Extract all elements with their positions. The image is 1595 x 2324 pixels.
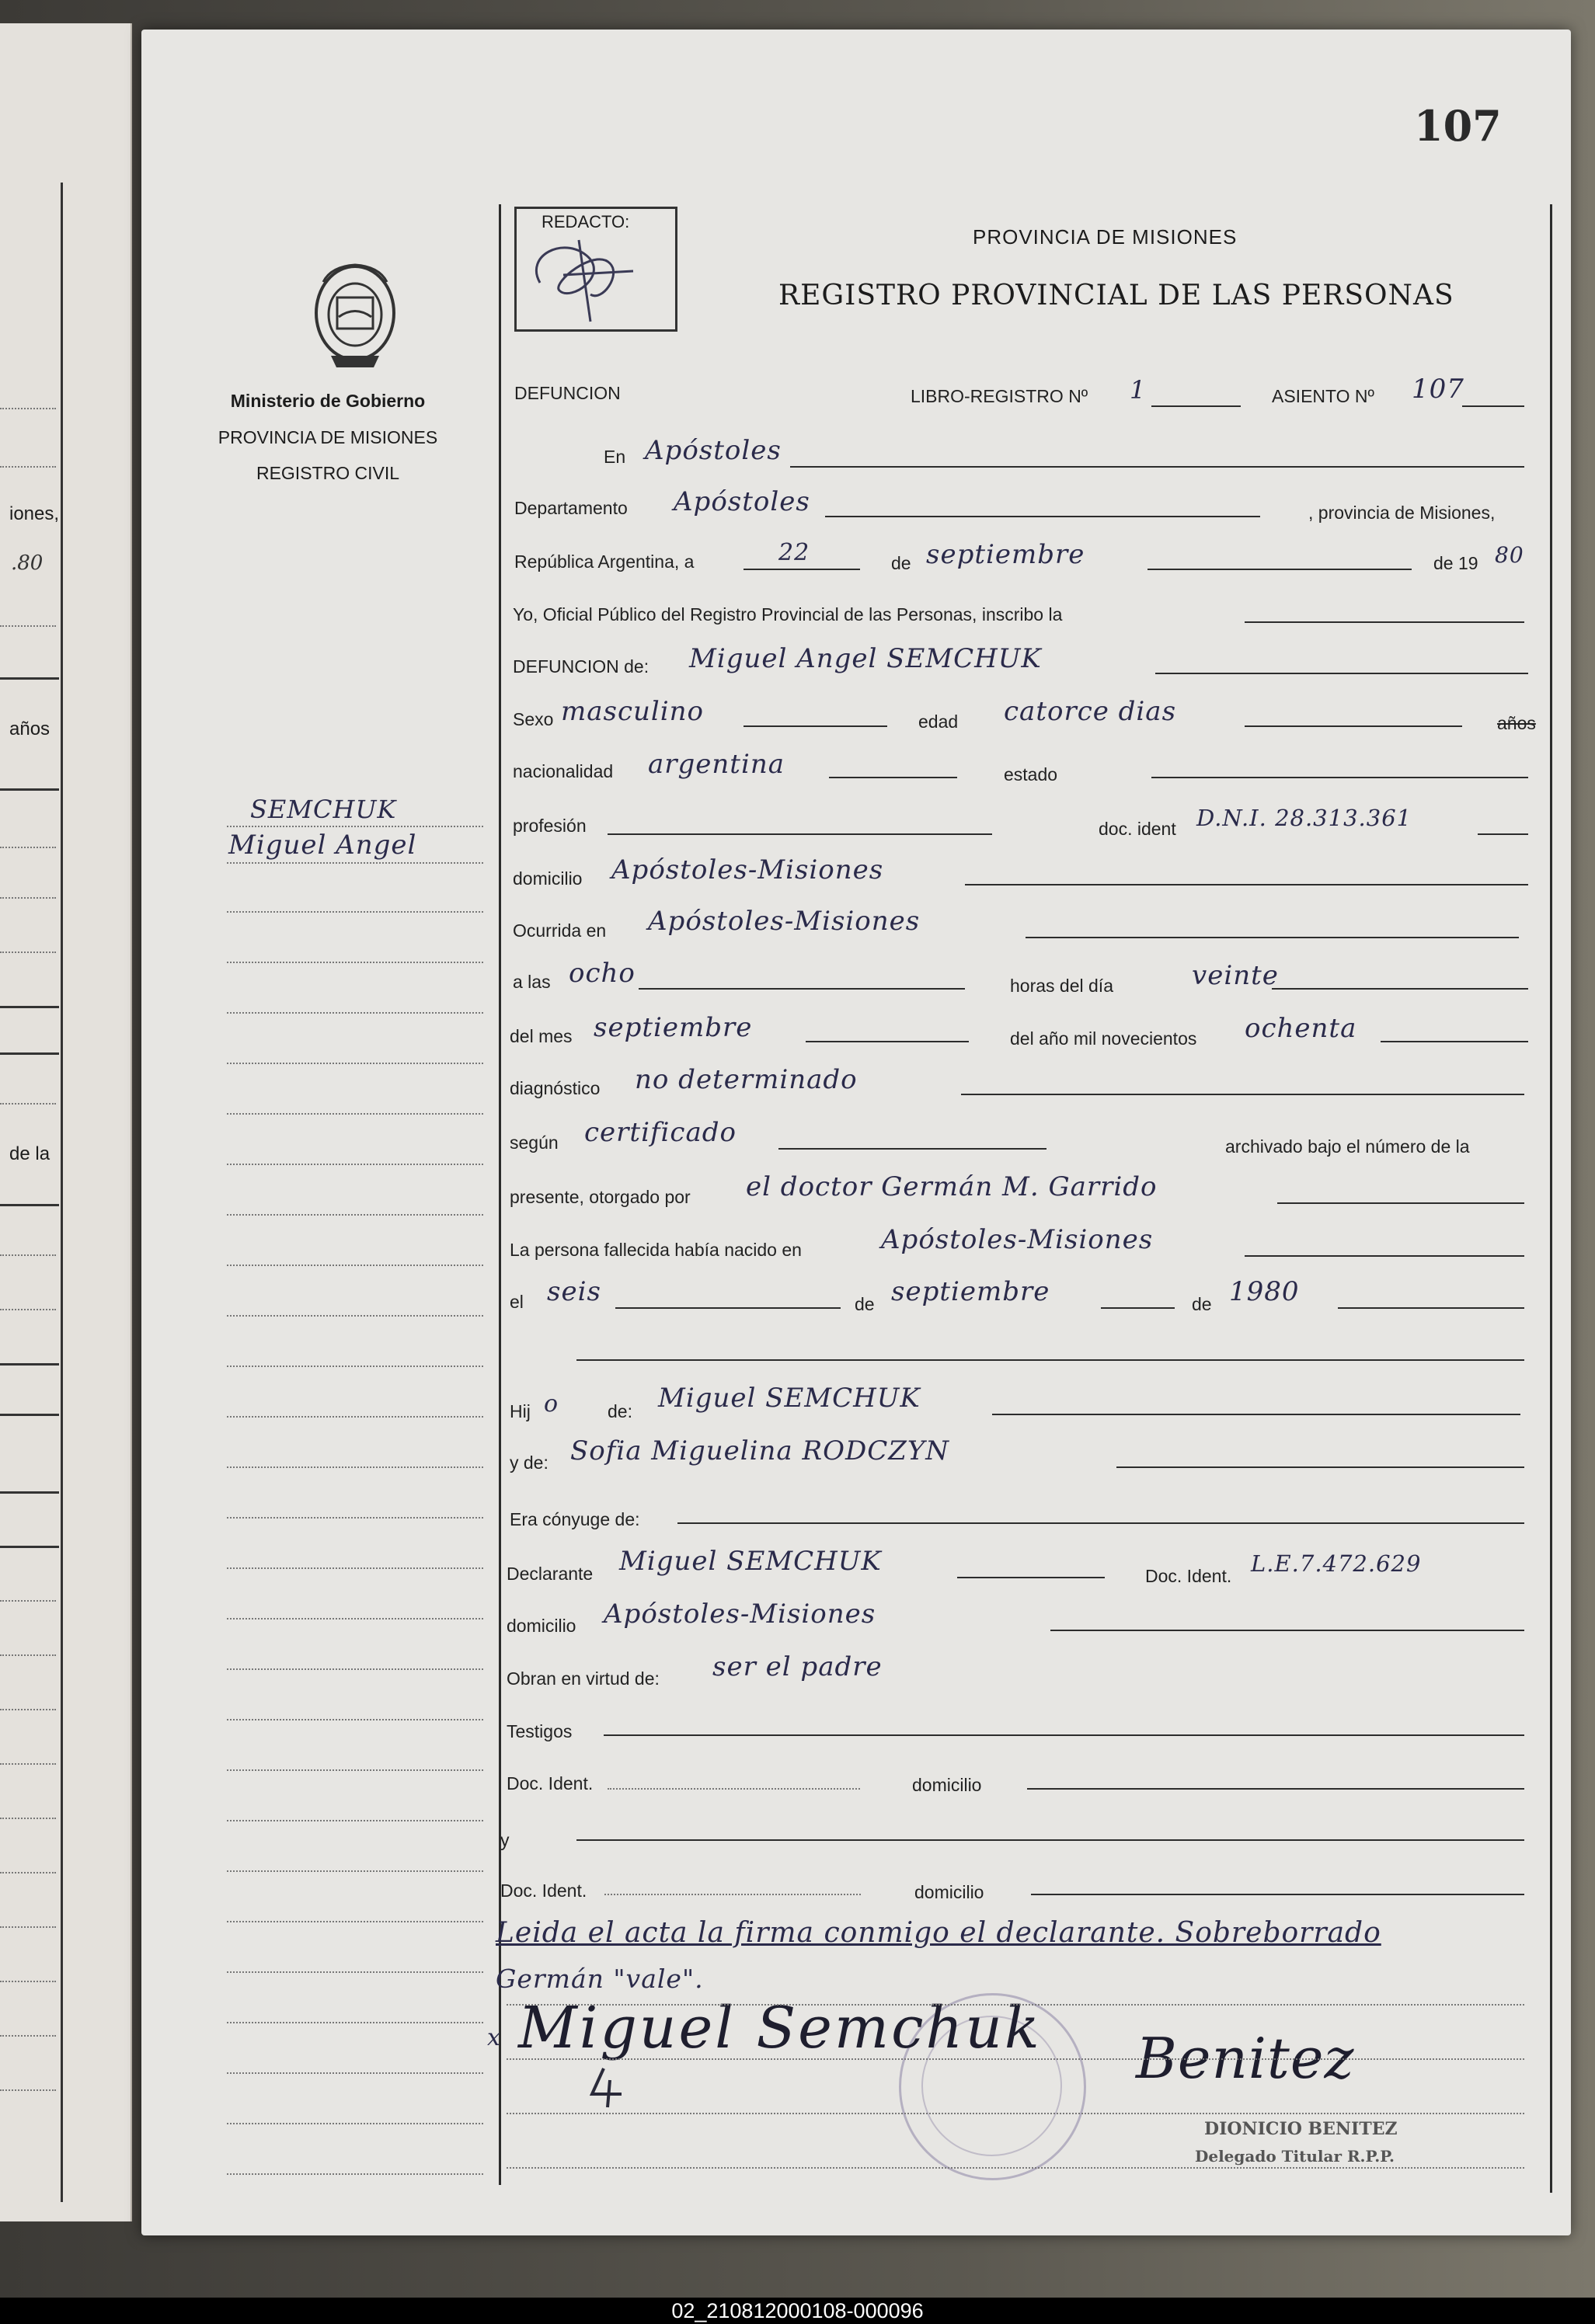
- libro-label: LIBRO-REGISTRO Nº: [911, 386, 1088, 406]
- deceased-name: Miguel Angel SEMCHUK: [689, 643, 1042, 674]
- declarante-domicilio-value: Apóstoles-Misiones: [604, 1599, 876, 1630]
- margin-given-name: Miguel Angel: [228, 830, 417, 861]
- domicilio-label: domicilio: [513, 868, 583, 889]
- dotted-line: [0, 2089, 56, 2091]
- header-registry: REGISTRO PROVINCIAL DE LAS PERSONAS: [778, 280, 1454, 311]
- record-type-label: DEFUNCION: [514, 383, 621, 403]
- fill-line: [961, 1094, 1524, 1095]
- fill-line: [1151, 405, 1241, 407]
- sexo-label: Sexo: [513, 709, 554, 729]
- fill-line: [744, 569, 860, 570]
- fill-line: [507, 2167, 1524, 2169]
- horas-label: horas del día: [1010, 976, 1113, 996]
- solid-line: [0, 788, 59, 791]
- dotted-line: [0, 1254, 56, 1256]
- margin-dotted-line: [227, 1315, 483, 1317]
- initials-mark: [517, 209, 675, 329]
- el-label: el: [510, 1292, 524, 1312]
- fill-line: [576, 1359, 1524, 1361]
- margin-dotted-line: [227, 1820, 483, 1821]
- year-prefix-label: de 19: [1433, 553, 1478, 573]
- testigo2-doc-label: Doc. Ident.: [500, 1880, 587, 1901]
- page-number: 107: [1414, 101, 1502, 151]
- margin-dotted-line: [227, 1416, 483, 1418]
- testigo2-domicilio-label: domicilio: [914, 1882, 984, 1902]
- diagnostico-label: diagnóstico: [510, 1078, 601, 1098]
- margin-dotted-line: [227, 1769, 483, 1771]
- presente-label: presente, otorgado por: [510, 1187, 691, 1207]
- fill-line: [1277, 1202, 1524, 1204]
- previous-page-label: de la: [9, 1143, 50, 1164]
- header-province: PROVINCIA DE MISIONES: [973, 225, 1238, 249]
- margin-dotted-line: [227, 1012, 483, 1014]
- official-name: DIONICIO BENITEZ: [1204, 2119, 1398, 2139]
- dotted-line: [0, 1309, 56, 1310]
- margin-dotted-line: [227, 1113, 483, 1115]
- fill-line: [965, 884, 1528, 885]
- sexo-value: masculino: [561, 696, 705, 727]
- ano-fallecimiento-value: ochenta: [1245, 1013, 1357, 1044]
- doc-ident-label: doc. ident: [1099, 819, 1176, 839]
- margin-dotted-line: [227, 2022, 483, 2023]
- testigos-label: Testigos: [507, 1721, 573, 1741]
- official-signature: Benitez: [1136, 2026, 1355, 2091]
- dia-fallecimiento-value: veinte: [1192, 960, 1279, 991]
- margin-dotted-line: [227, 1265, 483, 1266]
- fill-line: [1381, 1041, 1528, 1042]
- margin-dotted-line: [227, 1164, 483, 1165]
- testigo-domicilio-label: domicilio: [912, 1775, 982, 1795]
- archivado-label: archivado bajo el número de la: [1225, 1136, 1470, 1157]
- official-title: Delegado Titular R.P.P.: [1195, 2147, 1395, 2166]
- declarante-value: Miguel SEMCHUK: [619, 1546, 882, 1577]
- libro-number: 1: [1130, 375, 1147, 405]
- solid-line: [0, 1414, 59, 1416]
- margin-dotted-line: [227, 1366, 483, 1367]
- margin-dotted-line: [227, 1870, 483, 1872]
- nacimiento-dia-value: seis: [547, 1276, 601, 1307]
- fill-line: [1155, 673, 1528, 674]
- margin-dotted-line: [227, 826, 483, 827]
- profesion-label: profesión: [513, 816, 587, 836]
- declarante-doc-label: Doc. Ident.: [1145, 1566, 1232, 1586]
- previous-page-label: iones,: [9, 503, 60, 524]
- ocurrida-value: Apóstoles-Misiones: [648, 906, 921, 937]
- padre-value: Miguel SEMCHUK: [658, 1383, 921, 1414]
- del-mes-label: del mes: [510, 1026, 573, 1046]
- fill-line: [507, 2004, 1524, 2006]
- obran-label: Obran en virtud de:: [507, 1668, 660, 1689]
- fill-line: [829, 777, 957, 778]
- del-ano-label: del año mil novecientos: [1010, 1028, 1197, 1049]
- fill-line: [507, 2113, 1524, 2114]
- margin-dotted-line: [227, 2123, 483, 2124]
- signature-x-mark: x: [487, 2024, 501, 2051]
- nacionalidad-label: nacionalidad: [513, 761, 614, 781]
- dotted-line: [0, 1103, 56, 1105]
- margin-dotted-line: [227, 2072, 483, 2074]
- dotted-line: [0, 1926, 56, 1928]
- margin-dotted-line: [227, 1618, 483, 1619]
- day-value: 22: [778, 539, 810, 566]
- hijo-suffix: o: [544, 1390, 559, 1418]
- de-label: de: [891, 553, 911, 573]
- fill-line: [1147, 569, 1412, 570]
- fill-line: [1116, 1466, 1524, 1468]
- fill-line: [744, 725, 887, 727]
- nacido-en-value: Apóstoles-Misiones: [881, 1224, 1154, 1255]
- solid-line: [0, 1006, 59, 1008]
- signature-flourish: [584, 2065, 631, 2111]
- margin-dotted-line: [227, 911, 483, 913]
- declarant-signature: Miguel Semchuk: [518, 1995, 1042, 2061]
- provincia-label: , provincia de Misiones,: [1308, 503, 1496, 523]
- testigo-doc-label: Doc. Ident.: [507, 1773, 594, 1793]
- month-value: septiembre: [926, 539, 1085, 570]
- margin-dotted-line: [227, 1517, 483, 1519]
- solid-line: [0, 1363, 59, 1366]
- dotted-line: [0, 1981, 56, 1982]
- fill-line: [1245, 621, 1524, 623]
- dotted-line: [0, 1600, 56, 1602]
- dotted-line: [0, 897, 56, 899]
- dotted-line: [0, 1872, 56, 1873]
- fill-line: [604, 1734, 1524, 1736]
- conyuge-label: Era cónyuge de:: [510, 1509, 640, 1529]
- fill-line: [608, 833, 992, 835]
- dotted-line: [0, 952, 56, 953]
- dotted-line: [0, 1654, 56, 1656]
- margin-dotted-line: [227, 1567, 483, 1569]
- margin-dotted-line: [227, 1719, 483, 1720]
- closing-note-line1: Leida el acta la firma conmigo el declarante. Sobreborrado: [496, 1917, 1381, 1949]
- hora-value: ocho: [569, 958, 636, 989]
- asiento-number: 107: [1412, 374, 1464, 405]
- fill-line: [957, 1577, 1105, 1578]
- solid-line: [0, 1052, 59, 1055]
- nacimiento-ano-value: 1980: [1229, 1276, 1300, 1307]
- fill-line: [677, 1522, 1524, 1524]
- ministry-registry: REGISTRO CIVIL: [256, 463, 400, 483]
- nacido-label: La persona fallecida había nacido en: [510, 1240, 802, 1260]
- segun-value: certificado: [584, 1117, 737, 1148]
- right-rule: [1550, 204, 1552, 2193]
- nacimiento-mes-value: septiembre: [891, 1276, 1050, 1307]
- previous-page: [0, 23, 132, 2221]
- defuncion-de-label: DEFUNCION de:: [513, 656, 649, 677]
- dotted-line: [0, 847, 56, 848]
- madre-de-label: y de:: [510, 1452, 548, 1473]
- coat-of-arms-icon: [308, 251, 402, 375]
- fill-line: [806, 1041, 969, 1042]
- segun-label: según: [510, 1132, 559, 1153]
- fill-line: [992, 1414, 1520, 1415]
- ocurrida-label: Ocurrida en: [513, 920, 607, 941]
- dotted-line: [0, 1763, 56, 1765]
- fill-line: [1031, 1894, 1524, 1895]
- margin-dotted-line: [227, 1668, 483, 1670]
- fill-line: [608, 1788, 860, 1790]
- otorgado-value: el doctor Germán M. Garrido: [746, 1171, 1158, 1202]
- solid-line: [0, 677, 59, 680]
- margin-dotted-line: [227, 1466, 483, 1468]
- fill-line: [615, 1307, 841, 1309]
- previous-page-rule: [61, 183, 63, 2202]
- previous-page-handwriting: .80: [11, 551, 44, 575]
- solid-line: [0, 1204, 59, 1206]
- dotted-line: [0, 1818, 56, 1819]
- year-value: 80: [1495, 542, 1524, 568]
- diagnostico-value: no determinado: [635, 1064, 858, 1095]
- de-label-2: de: [855, 1294, 875, 1314]
- padre-de-label: de:: [608, 1401, 632, 1421]
- fill-line: [1050, 1630, 1524, 1631]
- dotted-line: [0, 466, 56, 468]
- fill-line: [576, 1839, 1524, 1841]
- anos-label: años: [1497, 713, 1536, 733]
- edad-value: catorce dias: [1004, 696, 1177, 727]
- ministry-name: Ministerio de Gobierno: [230, 391, 426, 411]
- de-label-3: de: [1192, 1294, 1212, 1314]
- margin-dotted-line: [227, 862, 483, 864]
- fill-line: [1245, 1255, 1524, 1257]
- redacto-box: [514, 207, 677, 332]
- a-las-label: a las: [513, 972, 551, 992]
- fill-line: [1462, 405, 1524, 407]
- fill-line: [639, 988, 965, 990]
- ministry-province: PROVINCIA DE MISIONES: [218, 427, 438, 447]
- republica-label: República Argentina, a: [514, 551, 695, 572]
- fill-line: [1245, 725, 1462, 727]
- dotted-line: [0, 408, 56, 409]
- solid-line: [0, 1546, 59, 1548]
- doc-ident-value: D.N.I. 28.313.361: [1196, 805, 1412, 831]
- declarante-label: Declarante: [507, 1564, 594, 1584]
- margin-dotted-line: [227, 1921, 483, 1922]
- closing-note-line2: Germán "vale".: [496, 1964, 704, 1994]
- oficial-statement: Yo, Oficial Público del Registro Provincial de las Personas, inscribo la: [513, 604, 1063, 624]
- en-label: En: [604, 447, 626, 467]
- fill-line: [1101, 1307, 1175, 1309]
- nacionalidad-value: argentina: [648, 749, 785, 780]
- hijo-label: Hij: [510, 1401, 531, 1421]
- dotted-line: [0, 2035, 56, 2037]
- redacto-label: REDACTO:: [542, 212, 630, 231]
- dotted-line: [0, 1709, 56, 1710]
- margin-dotted-line: [227, 962, 483, 963]
- departamento-value: Apóstoles: [674, 486, 810, 517]
- fill-line: [1027, 1788, 1524, 1790]
- dotted-line: [0, 625, 56, 627]
- margin-dotted-line: [227, 1063, 483, 1064]
- fill-line: [604, 1894, 861, 1895]
- estado-label: estado: [1004, 764, 1058, 785]
- previous-page-label: años: [9, 718, 50, 739]
- madre-value: Sofia Miguelina RODCZYN: [570, 1435, 950, 1466]
- fill-line: [790, 466, 1524, 468]
- edad-label: edad: [918, 711, 959, 732]
- declarante-doc-value: L.E.7.472.629: [1251, 1550, 1422, 1577]
- margin-dotted-line: [227, 1971, 483, 1973]
- declarante-domicilio-label: domicilio: [507, 1616, 576, 1636]
- fill-line: [1151, 777, 1528, 778]
- asiento-label: ASIENTO Nº: [1272, 386, 1374, 406]
- obran-value: ser el padre: [712, 1651, 883, 1682]
- fill-line: [1338, 1307, 1524, 1309]
- file-id-footer: 02_210812000108-000096: [0, 2298, 1595, 2324]
- fill-line: [1478, 833, 1528, 835]
- death-certificate-page: [141, 30, 1571, 2235]
- departamento-label: Departamento: [514, 498, 628, 518]
- y-label: y: [500, 1830, 510, 1850]
- mes-fallecimiento-value: septiembre: [594, 1012, 753, 1043]
- margin-dotted-line: [227, 2173, 483, 2175]
- fill-line: [1026, 937, 1519, 938]
- en-value: Apóstoles: [645, 435, 782, 466]
- fill-line: [825, 516, 1260, 517]
- fill-line: [507, 2058, 1524, 2060]
- fill-line: [1272, 988, 1528, 990]
- margin-surname: SEMCHUK: [250, 795, 397, 824]
- domicilio-value: Apóstoles-Misiones: [611, 854, 884, 885]
- solid-line: [0, 1491, 59, 1494]
- fill-line: [778, 1148, 1047, 1150]
- margin-dotted-line: [227, 1214, 483, 1216]
